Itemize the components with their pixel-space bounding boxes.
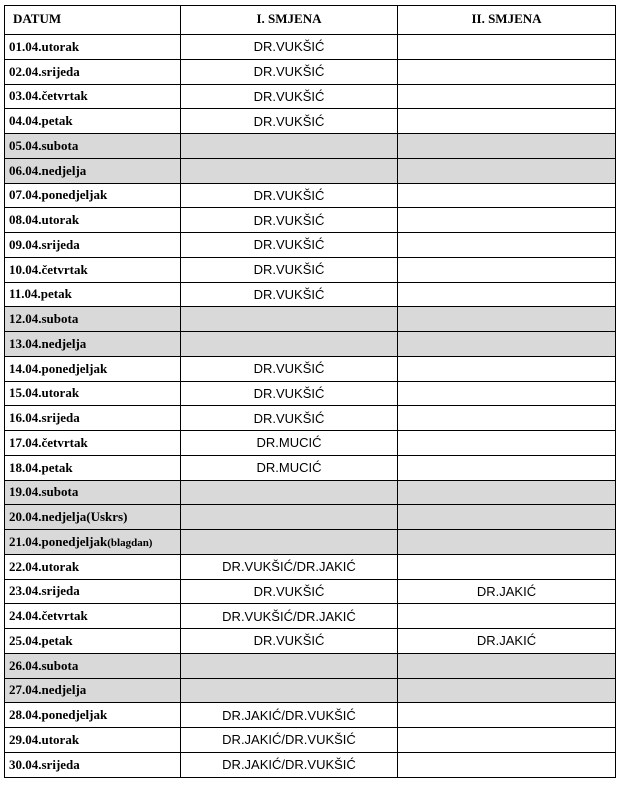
table-row (5, 257, 616, 282)
date-cell (5, 604, 181, 629)
table-row (5, 752, 616, 777)
date-cell (5, 84, 181, 109)
table-row (5, 158, 616, 183)
shift-2-cell (398, 183, 616, 208)
date-cell (5, 752, 181, 777)
shift-2-cell (398, 703, 616, 728)
date-cell (5, 678, 181, 703)
shift-2-cell (398, 530, 616, 555)
date-cell (5, 455, 181, 480)
shift-1-cell: DR.MUCIĆ (181, 455, 398, 480)
shift-1-cell (181, 332, 398, 357)
shift-1-cell (181, 480, 398, 505)
shift-1-cell: DR.JAKIĆ/DR.VUKŠIĆ (181, 752, 398, 777)
date-cell (5, 554, 181, 579)
table-row (5, 554, 616, 579)
date-text: 10.04.četvrtak (9, 261, 88, 277)
date-text: 07.04.ponedjeljak (9, 187, 108, 203)
date-cell (5, 703, 181, 728)
shift-2-cell (398, 84, 616, 109)
date-cell (5, 332, 181, 357)
shift-2-cell (398, 728, 616, 753)
shift-1-cell: DR.VUKŠIĆ (181, 35, 398, 60)
shift-1-cell: DR.VUKŠIĆ (181, 282, 398, 307)
table-row (5, 530, 616, 555)
table-row (5, 134, 616, 159)
shift-2-cell (398, 356, 616, 381)
table-row (5, 505, 616, 530)
table-row (5, 183, 616, 208)
date-text: 02.04.srijeda (9, 63, 80, 79)
header-shift-2: II. SMJENA (398, 6, 616, 35)
shift-2-cell (398, 752, 616, 777)
date-cell (5, 183, 181, 208)
table-row (5, 653, 616, 678)
shift-2-cell (398, 678, 616, 703)
date-cell (5, 233, 181, 258)
shift-2-cell: DR.JAKIĆ (398, 579, 616, 604)
date-text: 17.04.četvrtak (9, 434, 88, 450)
date-text: 15.04.utorak (9, 385, 80, 401)
shift-2-cell (398, 257, 616, 282)
date-text: 12.04.subota (9, 311, 79, 327)
shift-1-cell (181, 653, 398, 678)
table-row (5, 579, 616, 604)
date-text: 16.04.srijeda (9, 410, 80, 426)
table-row (5, 109, 616, 134)
shift-1-cell: DR.JAKIĆ/DR.VUKŠIĆ (181, 703, 398, 728)
table-row (5, 84, 616, 109)
shift-2-cell (398, 158, 616, 183)
shift-1-cell (181, 158, 398, 183)
date-text: 09.04.srijeda (9, 236, 80, 252)
date-cell (5, 431, 181, 456)
date-cell (5, 59, 181, 84)
date-cell (5, 728, 181, 753)
shift-2-cell (398, 332, 616, 357)
date-text: 28.04.ponedjeljak (9, 707, 108, 723)
date-text: 30.04.srijeda (9, 756, 80, 772)
shift-2-cell (398, 35, 616, 60)
date-text: 20.04.nedjelja(Uskrs) (9, 509, 128, 525)
table-row (5, 480, 616, 505)
date-cell (5, 530, 181, 555)
table-row (5, 703, 616, 728)
table-row (5, 381, 616, 406)
shift-1-cell: DR.VUKŠIĆ (181, 109, 398, 134)
date-text: 11.04.petak (9, 286, 72, 302)
date-cell (5, 406, 181, 431)
date-text: 22.04.utorak (9, 558, 80, 574)
date-cell (5, 579, 181, 604)
shift-1-cell: DR.MUCIĆ (181, 431, 398, 456)
shift-1-cell (181, 134, 398, 159)
table-row (5, 431, 616, 456)
table-row (5, 406, 616, 431)
date-text: 13.04.nedjelja (9, 335, 87, 351)
shift-1-cell: DR.VUKŠIĆ (181, 579, 398, 604)
shift-1-cell: DR.VUKŠIĆ (181, 257, 398, 282)
shift-1-cell: DR.VUKŠIĆ/DR.JAKIĆ (181, 554, 398, 579)
date-text: 18.04.petak (9, 459, 73, 475)
shift-1-cell: DR.JAKIĆ/DR.VUKŠIĆ (181, 728, 398, 753)
shift-2-cell (398, 480, 616, 505)
date-cell (5, 505, 181, 530)
shift-1-cell (181, 678, 398, 703)
shift-2-cell (398, 208, 616, 233)
table-row (5, 208, 616, 233)
table-row (5, 678, 616, 703)
date-cell (5, 257, 181, 282)
shift-1-cell: DR.VUKŠIĆ (181, 59, 398, 84)
date-cell (5, 381, 181, 406)
date-text: 24.04.četvrtak (9, 608, 88, 624)
date-cell (5, 653, 181, 678)
date-cell (5, 282, 181, 307)
shift-2-cell (398, 381, 616, 406)
date-text: 23.04.srijeda (9, 583, 80, 599)
shift-2-cell (398, 505, 616, 530)
date-text: 01.04.utorak (9, 38, 80, 54)
date-text: 25.04.petak (9, 632, 73, 648)
table-row (5, 728, 616, 753)
table-row (5, 59, 616, 84)
date-text: 05.04.subota (9, 137, 79, 153)
shift-2-cell (398, 282, 616, 307)
header-shift-1: I. SMJENA (181, 6, 398, 35)
shift-1-cell (181, 505, 398, 530)
schedule-body (5, 35, 616, 778)
shift-1-cell: DR.VUKŠIĆ (181, 208, 398, 233)
date-text: 04.04.petak (9, 113, 73, 129)
date-cell (5, 208, 181, 233)
table-row (5, 233, 616, 258)
date-cell (5, 109, 181, 134)
shift-2-cell (398, 431, 616, 456)
table-row (5, 332, 616, 357)
table-row (5, 35, 616, 60)
date-text: 26.04.subota (9, 657, 79, 673)
shift-2-cell (398, 233, 616, 258)
shift-2-cell (398, 455, 616, 480)
shift-2-cell (398, 59, 616, 84)
date-text: 19.04.subota (9, 484, 79, 500)
shift-2-cell: DR.JAKIĆ (398, 629, 616, 654)
shift-1-cell: DR.VUKŠIĆ (181, 356, 398, 381)
shift-1-cell: DR.VUKŠIĆ/DR.JAKIĆ (181, 604, 398, 629)
date-cell (5, 134, 181, 159)
date-text: 27.04.nedjelja (9, 682, 87, 698)
shift-schedule-table (4, 5, 616, 778)
date-text: 06.04.nedjelja (9, 162, 87, 178)
table-row (5, 307, 616, 332)
shift-1-cell: DR.VUKŠIĆ (181, 406, 398, 431)
date-text: 21.04.ponedjeljak (9, 533, 108, 549)
shift-2-cell (398, 134, 616, 159)
table-header-row (5, 6, 616, 35)
shift-1-cell: DR.VUKŠIĆ (181, 381, 398, 406)
date-cell (5, 629, 181, 654)
shift-1-cell: DR.VUKŠIĆ (181, 84, 398, 109)
shift-1-cell (181, 307, 398, 332)
date-cell (5, 356, 181, 381)
date-text: 14.04.ponedjeljak (9, 360, 108, 376)
table-row (5, 604, 616, 629)
date-cell (5, 307, 181, 332)
date-text: 29.04.utorak (9, 731, 80, 747)
shift-2-cell (398, 554, 616, 579)
table-row (5, 356, 616, 381)
shift-1-cell (181, 530, 398, 555)
date-cell (5, 480, 181, 505)
date-note: (blagdan) (107, 536, 153, 549)
shift-1-cell: DR.VUKŠIĆ (181, 233, 398, 258)
date-cell (5, 35, 181, 60)
shift-2-cell (398, 604, 616, 629)
shift-2-cell (398, 109, 616, 134)
date-text: 03.04.četvrtak (9, 88, 88, 104)
shift-2-cell (398, 653, 616, 678)
shift-1-cell: DR.VUKŠIĆ (181, 183, 398, 208)
date-cell (5, 158, 181, 183)
shift-2-cell (398, 406, 616, 431)
shift-1-cell: DR.VUKŠIĆ (181, 629, 398, 654)
header-date: DATUM (5, 6, 181, 35)
date-text: 08.04.utorak (9, 212, 80, 228)
table-row (5, 282, 616, 307)
shift-2-cell (398, 307, 616, 332)
table-row (5, 629, 616, 654)
table-row (5, 455, 616, 480)
